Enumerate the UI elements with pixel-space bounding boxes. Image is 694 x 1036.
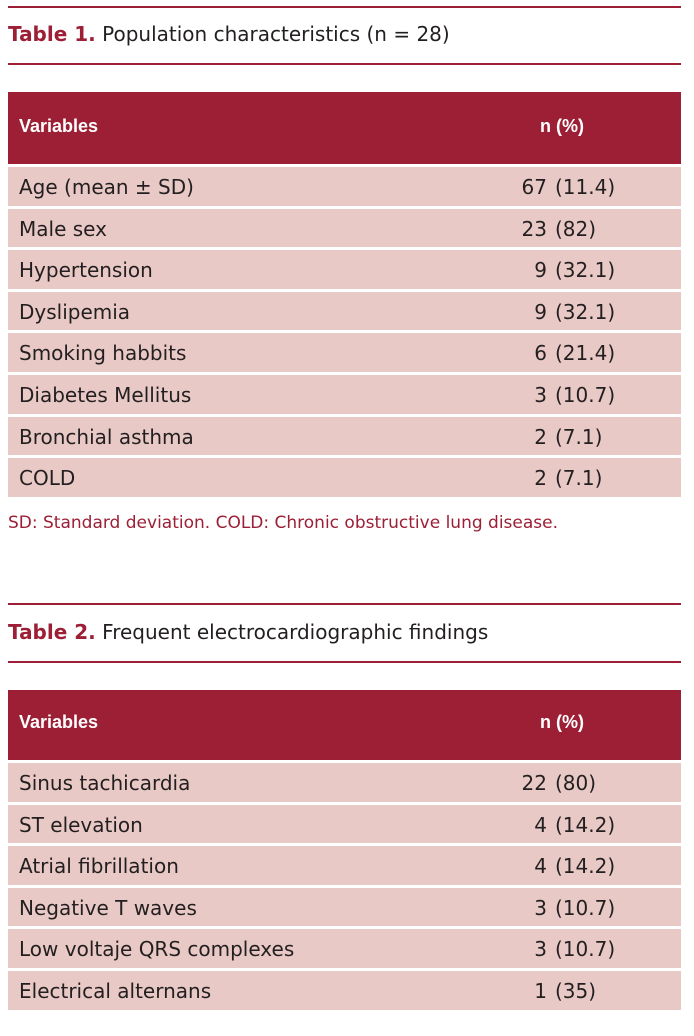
row-count: 3 [534,937,547,962]
row-percent: (10.7) [555,895,616,920]
row-percent: (10.7) [555,382,616,407]
row-percent: (11.4) [555,175,616,199]
table2-header-n: n (%) [540,712,584,732]
row-count: 1 [534,978,547,1003]
row-variable: Negative T waves [19,895,197,920]
table2-title: Frequent electrocardiographic findings [102,620,489,644]
table1-footnote: SD: Standard deviation. COLD: Chronic obstructive lung disease. [8,513,559,533]
table1-header-n: n (%) [540,116,584,136]
row-variable: Low voltaje QRS complexes [19,937,295,962]
row-percent: (7.1) [555,424,603,449]
table-row [8,805,681,844]
row-percent: (14.2) [555,854,616,879]
table2-top-rule [8,603,681,605]
row-variable: Atrial fibrillation [19,854,179,879]
row-variable: Male sex [19,216,107,241]
table-row [8,971,681,1010]
row-percent: (80) [555,771,597,795]
row-percent: (7.1) [555,466,603,491]
table1-body [8,167,681,497]
table2-header [8,690,681,760]
row-count: 3 [534,382,547,407]
row-percent: (10.7) [555,937,616,962]
row-variable: Hypertension [19,258,153,283]
row-percent: (21.4) [555,341,616,366]
table2-body [8,763,681,1010]
table-row [8,375,681,414]
table2-caption [8,620,488,644]
row-variable: Sinus tachicardia [19,771,191,795]
table2-label: Table 2. [8,620,96,644]
row-count: 4 [534,854,547,879]
row-count: 6 [534,341,547,366]
table-row [8,333,681,372]
table1-header-variables: Variables [19,116,99,136]
table-row [8,292,681,331]
table-row [8,417,681,456]
table-row [8,209,681,248]
row-count: 22 [521,771,547,795]
row-count: 2 [534,466,547,491]
row-count: 3 [534,895,547,920]
row-variable: Smoking habbits [19,341,187,366]
table-row [8,929,681,968]
row-variable: Electrical alternans [19,978,212,1003]
row-count: 4 [534,812,547,837]
row-percent: (35) [555,978,597,1003]
row-percent: (82) [555,216,597,241]
row-count: 23 [521,216,547,241]
row-count: 9 [534,299,547,324]
table1-title: Population characteristics (n = 28) [102,22,450,46]
table1-header [8,92,681,164]
row-variable: Age (mean ± SD) [19,175,194,199]
table-row [8,458,681,497]
row-variable: ST elevation [19,812,143,837]
table2-caption-rule [8,661,681,663]
row-variable: COLD [19,466,76,491]
table-row [8,888,681,927]
table-row [8,846,681,885]
table2 [8,690,681,1010]
table2-header-variables: Variables [19,712,99,732]
row-percent: (14.2) [555,812,616,837]
table-row [8,167,681,206]
row-variable: Bronchial asthma [19,424,194,449]
table1-caption [8,22,450,46]
row-variable: Dyslipemia [19,299,131,324]
row-count: 2 [534,424,547,449]
table1-caption-rule [8,63,681,65]
row-percent: (32.1) [555,299,616,324]
table1 [8,92,681,497]
table-row [8,763,681,802]
row-count: 9 [534,258,547,283]
table-row [8,250,681,289]
table1-top-rule [8,6,681,8]
row-variable: Diabetes Mellitus [19,382,192,407]
row-percent: (32.1) [555,258,616,283]
table1-label: Table 1. [8,22,96,46]
row-count: 67 [521,175,547,199]
